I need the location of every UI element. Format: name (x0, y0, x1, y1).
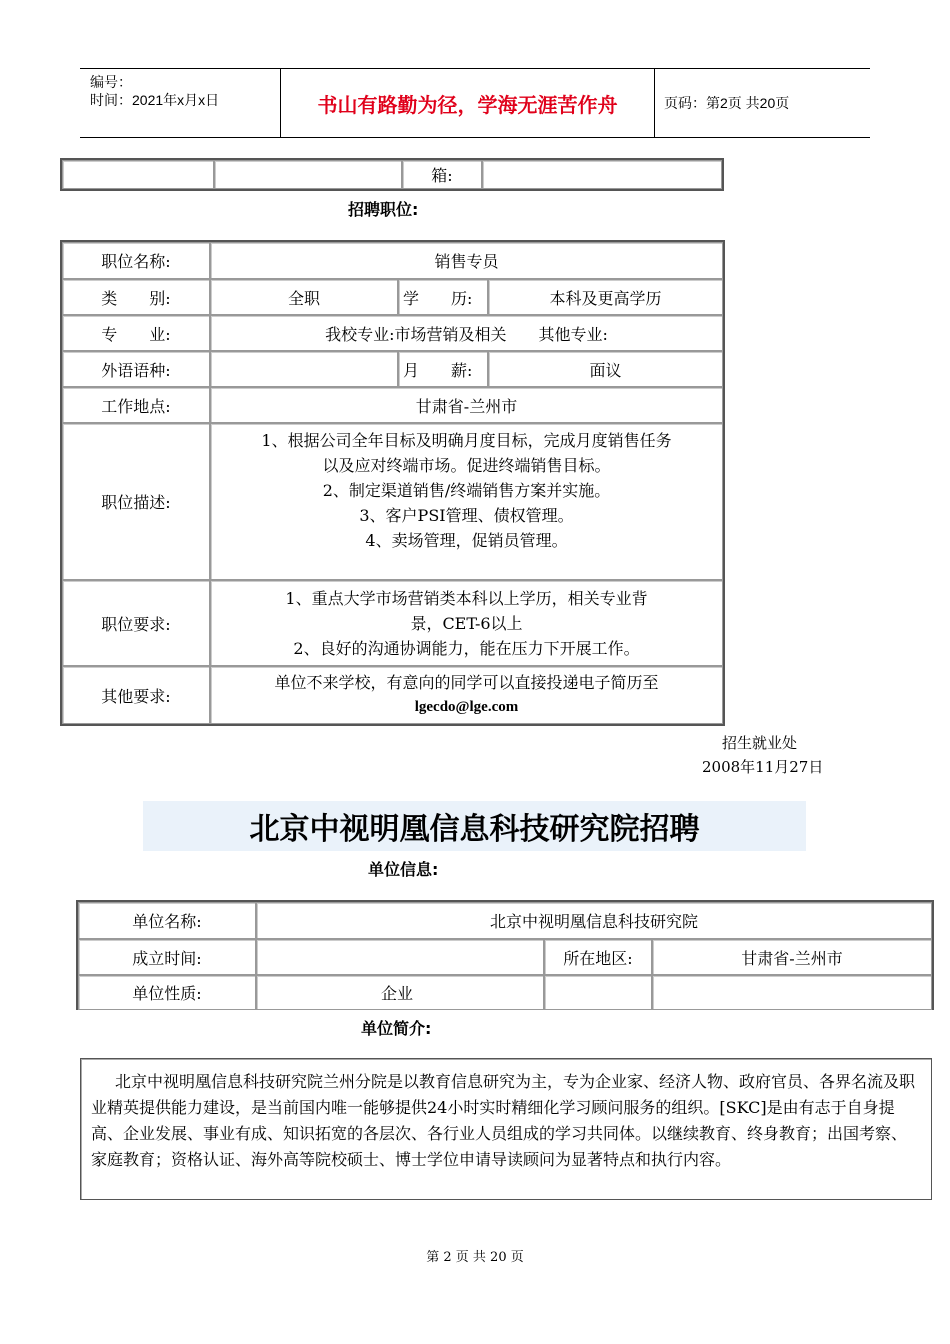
company-name-label: 单位名称: (78, 902, 256, 939)
company-intro (80, 1058, 932, 1200)
region-value: 甘肃省-兰州市 (652, 939, 932, 975)
header-motto: 书山有路勤为径，学海无涯苦作舟 (317, 92, 618, 117)
nature-label: 单位性质: (78, 975, 256, 1010)
page-header (80, 68, 870, 138)
requirement-line: 2、良好的沟通协调能力，能在压力下开展工作。 (293, 638, 640, 658)
job-section-title: 招聘职位: (348, 200, 419, 219)
salary-value: 面议 (488, 351, 723, 387)
requirement-line: 1、重点大学市场营销类本科以上学历，相关专业背 (285, 588, 648, 608)
table-row (62, 242, 723, 279)
nature-text: 企业 (381, 984, 414, 1003)
table-row (62, 580, 723, 666)
empty-cell (214, 160, 402, 189)
other-requirements-value (210, 666, 723, 724)
empty-cell (62, 160, 214, 189)
job-type-value: 全职 (210, 279, 398, 315)
education-label: 学 历: (398, 279, 488, 315)
table-row (62, 279, 723, 315)
requirements-label: 职位要求: (62, 580, 210, 666)
education-value: 本科及更高学历 (488, 279, 723, 315)
founded-value (256, 939, 544, 975)
other-requirements-label: 其他要求: (62, 666, 210, 724)
major-value: 我校专业:市场营销及相关 其他专业: (210, 315, 723, 351)
nature-value (256, 975, 544, 1010)
description-line: 以及应对终端市场。促进终端销售目标。 (322, 456, 611, 475)
location-value: 甘肃省-兰州市 (210, 387, 723, 423)
language-label: 外语语种: (62, 351, 210, 387)
time-label: 时间：2021年x月x日 (90, 92, 220, 108)
empty-cell (482, 160, 722, 189)
company-name-value: 北京中视明凰信息科技研究院 (256, 902, 932, 939)
description-label: 职位描述: (62, 423, 210, 580)
founded-label: 成立时间: (78, 939, 256, 975)
contact-email: lgecdo@lge.com (414, 699, 519, 715)
company-title: 北京中视明凰信息科技研究院招聘 (143, 801, 806, 851)
signature-date: 2008年11月27日 (702, 758, 824, 776)
job-name-value: 销售专员 (210, 242, 723, 279)
page-indicator: 页码：第2页 共20页 (664, 95, 790, 111)
requirement-line: 景，CET-6以上 (410, 613, 523, 633)
salary-label: 月 薪: (398, 351, 488, 387)
number-label: 编号： (90, 74, 132, 90)
table-row (62, 315, 723, 351)
table-row (62, 387, 723, 423)
job-name-label: 职位名称: (62, 242, 210, 279)
table-row (78, 975, 932, 1010)
intro-section-title: 单位简介: (361, 1019, 432, 1038)
contact-row-table (60, 158, 724, 191)
company-intro-text: 北京中视明凰信息科技研究院兰州分院是以教育信息研究为主，专为企业家、经济人物、政府官员、各界名流及职业精英提供能力建设，是当前国内唯一能够提供24小时实时精细化学习顾问服务的组织。[SKC]是由有志于自身提高、企业发展、事业有成、知识拓宽的各层次、各行业人员组成的学习共同体。以继续教育、终身教育；出国考察、家庭教育；资格认证、海外高等院校硕士、博士学位申请导读顾问为显著特点和执行内容。 (91, 1072, 916, 1169)
location-label: 工作地点: (62, 387, 210, 423)
table-row (62, 666, 723, 724)
table-row (78, 902, 932, 939)
description-line: 4、卖场管理，促销员管理。 (365, 531, 568, 550)
empty-cell (544, 975, 652, 1010)
description-line: 1、根据公司全年目标及明确月度目标，完成月度销售任务 (261, 431, 672, 450)
page-footer: 第 2 页 共 20 页 (426, 1250, 524, 1265)
table-row (78, 939, 932, 975)
signature-office: 招生就业处 (722, 734, 798, 752)
mailbox-label: 箱: (402, 160, 482, 189)
job-table (60, 240, 725, 726)
company-section-title: 单位信息: (368, 860, 439, 879)
major-label: 专 业: (62, 315, 210, 351)
region-label: 所在地区: (544, 939, 652, 975)
language-value (210, 351, 398, 387)
table-row (62, 423, 723, 580)
company-table (76, 900, 934, 1010)
description-value (210, 423, 723, 580)
job-type-label: 类 别: (62, 279, 210, 315)
header-divider (654, 69, 655, 137)
header-meta (90, 73, 219, 109)
table-row (62, 351, 723, 387)
description-line: 2、制定渠道销售/终端销售方案并实施。 (322, 481, 611, 500)
empty-cell (652, 975, 932, 1010)
description-line: 3、客户PSI管理、债权管理。 (359, 506, 574, 525)
other-requirement-line: 单位不来学校，有意向的同学可以直接投递电子简历至 (274, 673, 659, 692)
requirements-value (210, 580, 723, 666)
